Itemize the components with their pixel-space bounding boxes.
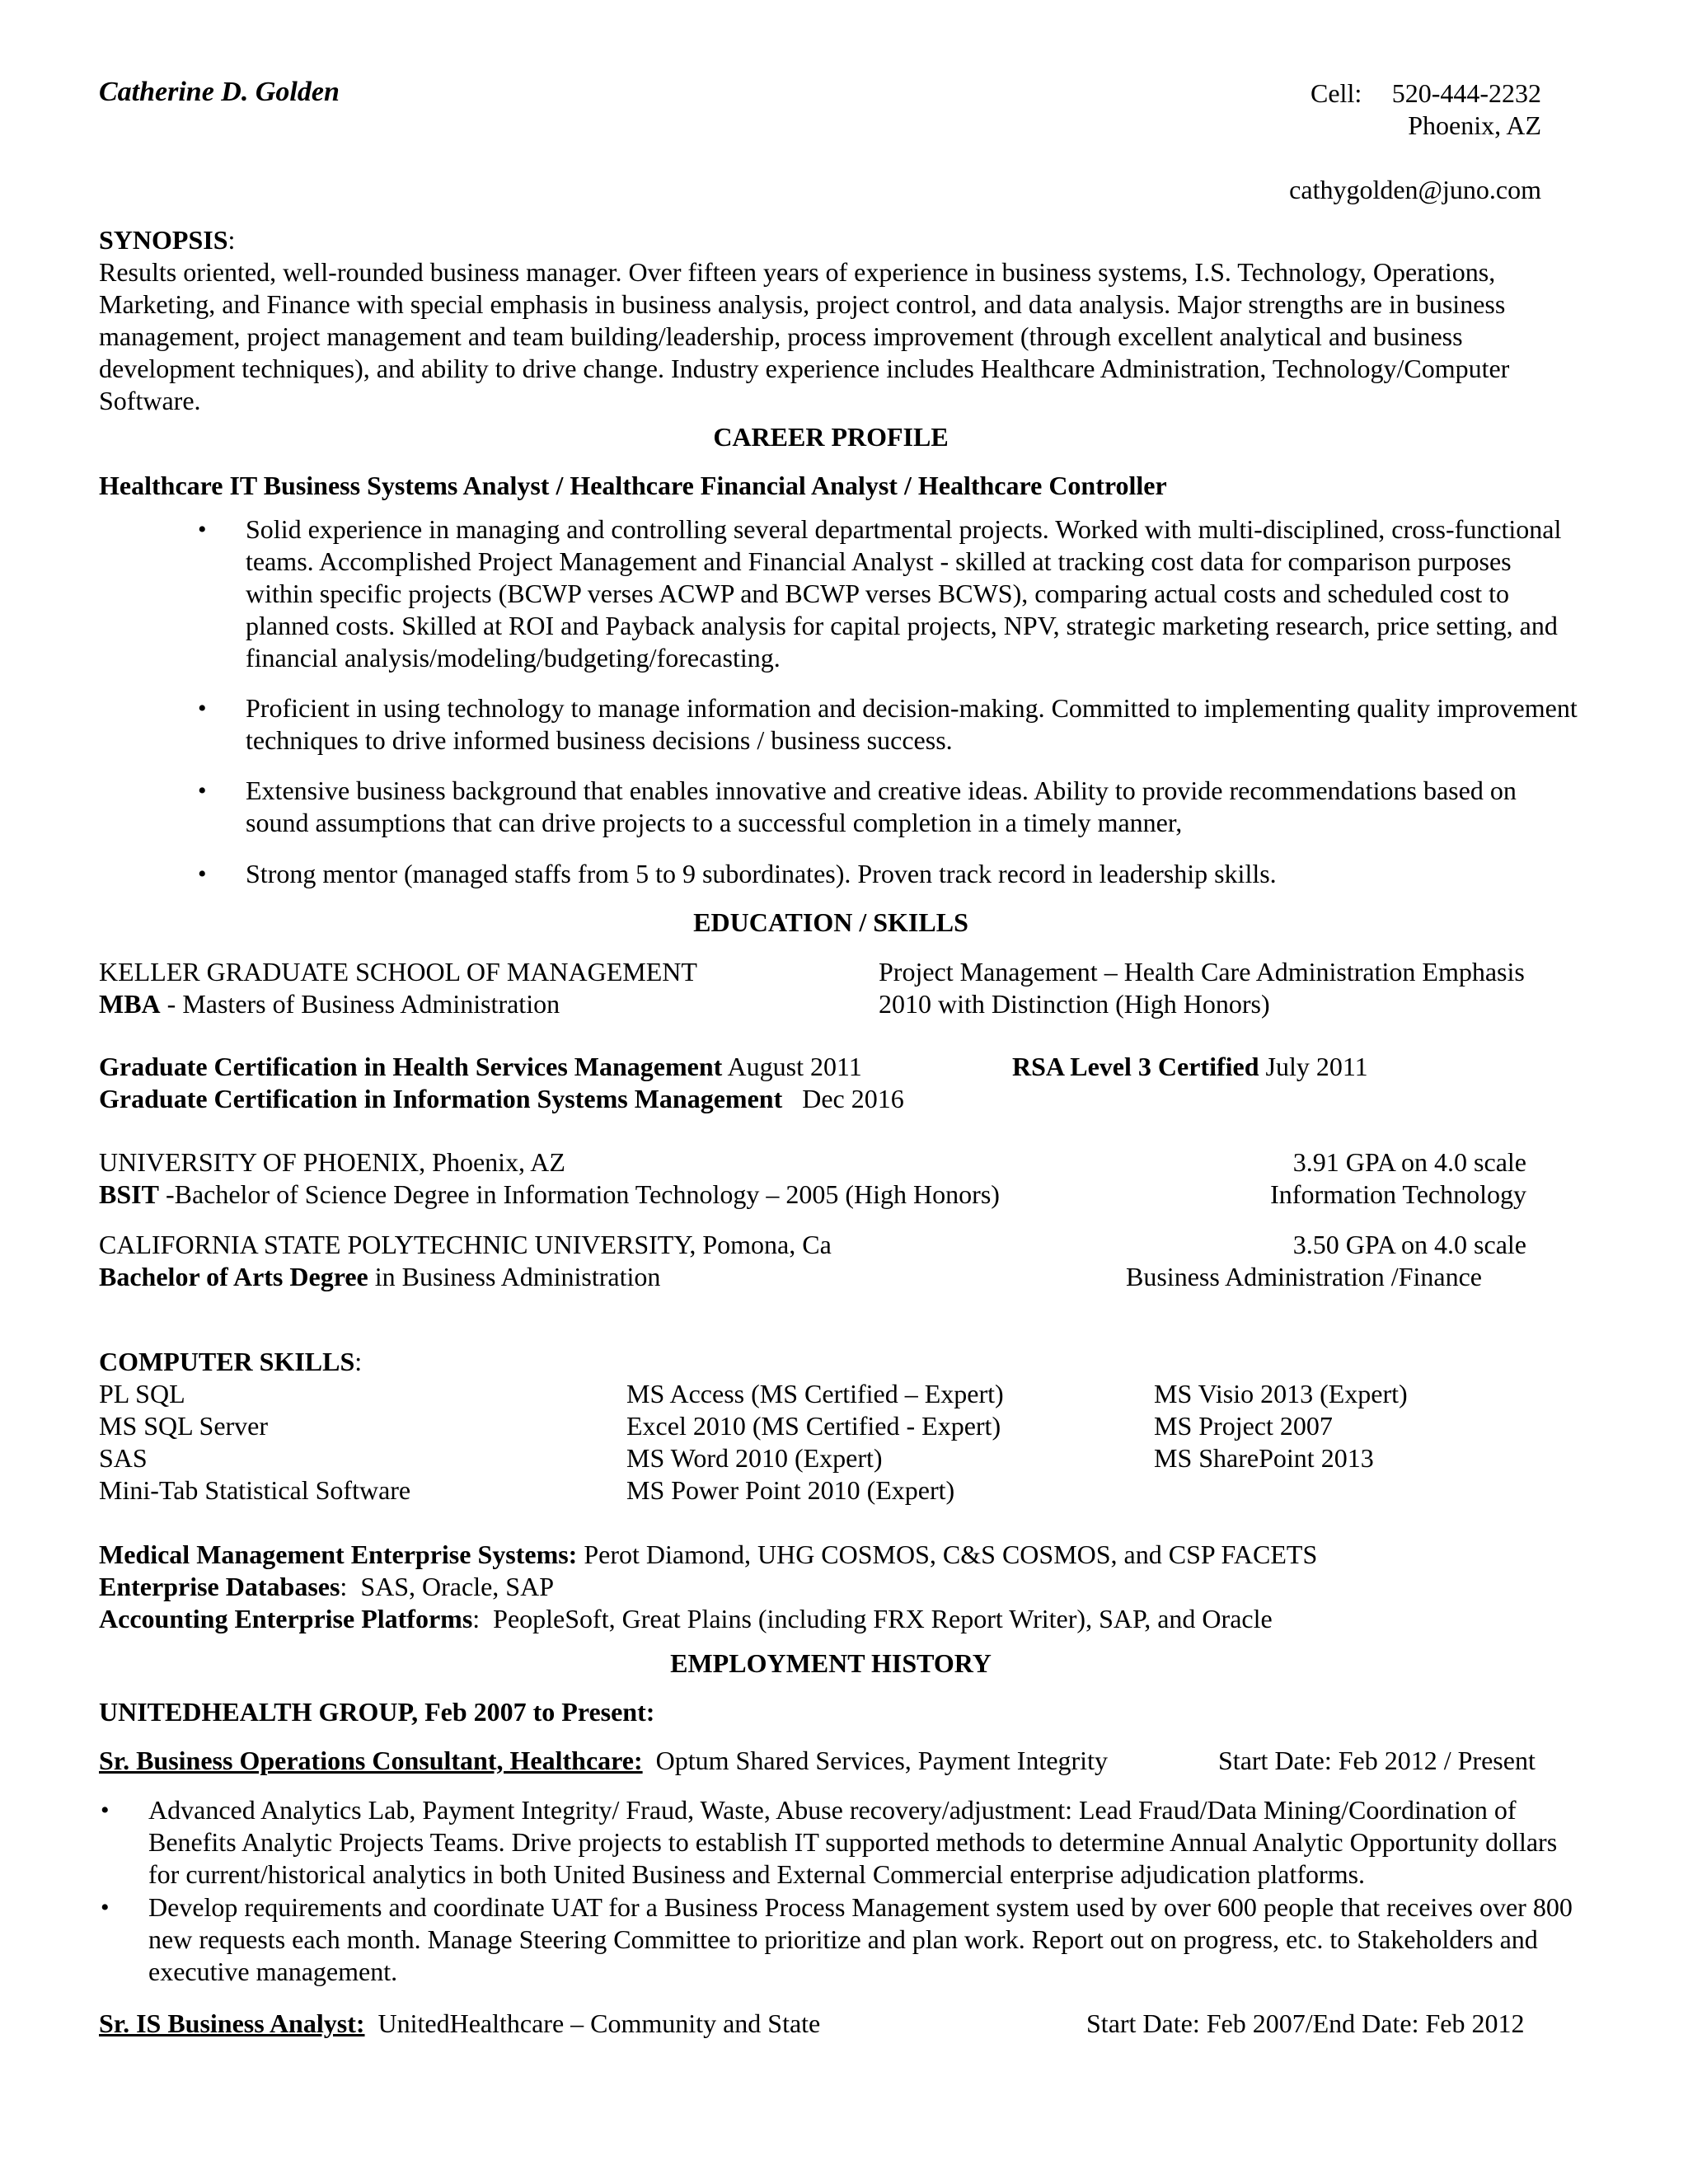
job2-title-line: Sr. IS Business Analyst: UnitedHealthcare – Community and State — [99, 2008, 821, 2038]
calpoly-degree: Bachelor of Arts Degree in Business Administration — [99, 1262, 661, 1291]
bullet-icon: • — [101, 1797, 110, 1824]
accounting-platforms: Accounting Enterprise Platforms: PeopleSoft, Great Plains (including FRX Report Writer), SAP, and Oracle — [99, 1604, 1273, 1633]
email: cathygolden@juno.com — [1289, 175, 1541, 204]
cert-health-services: Graduate Certification in Health Services Management August 2011 — [99, 1052, 862, 1081]
employer: UNITEDHEALTH GROUP, Feb 2007 to Present: — [99, 1697, 655, 1727]
enterprise-databases: Enterprise Databases: SAS, Oracle, SAP — [99, 1572, 554, 1601]
employment-heading: EMPLOYMENT HISTORY — [670, 1648, 992, 1678]
job1-bullet: Advanced Analytics Lab, Payment Integrity/ Fraud, Waste, Abuse recovery/adjustment: Lead Fraud/Data Mining/Coordination of Benefits Analytic Projects Teams. Drive projects to establish IT supported methods to determine Annual Analytic Opportunity dollars for current/historical analytics in both United Business and External Commercial enterprise adjudication platforms. — [148, 1795, 1558, 1889]
calpoly-major: Business Administration /Finance — [1126, 1262, 1482, 1291]
career-profile-heading: CAREER PROFILE — [713, 422, 949, 452]
phoenix-degree: BSIT -Bachelor of Science Degree in Information Technology – 2005 (High Honors) — [99, 1179, 1000, 1209]
skill-col1-item: PL SQL — [99, 1379, 185, 1408]
cert-rsa: RSA Level 3 Certified July 2011 — [1012, 1052, 1368, 1081]
phoenix-school: UNIVERSITY OF PHOENIX, Phoenix, AZ — [99, 1147, 565, 1177]
location: Phoenix, AZ — [1408, 110, 1541, 140]
keller-school: KELLER GRADUATE SCHOOL OF MANAGEMENT — [99, 957, 697, 987]
career-bullet: Solid experience in managing and controlling several departmental projects. Worked with multi-disciplined, cross-functional teams. Accomplished Project Management and Financial Analyst - skilled at tracking cost data for comparison purposes within specific projects (BCWP verses ACWP and BCWP verses BCWS), comparing actual costs and scheduled cost to planned costs. Skilled at ROI and Payback analysis for capital projects, NPV, strategic marketing research, price setting, and financial analysis/modeling/budgeting/forecasting. — [246, 514, 1562, 673]
phoenix-gpa: 3.91 GPA on 4.0 scale — [1292, 1147, 1526, 1177]
skill-col2-item: MS Power Point 2010 (Expert) — [626, 1475, 955, 1505]
career-subtitle: Healthcare IT Business Systems Analyst / Healthcare Financial Analyst / Healthcare Controller — [99, 471, 1167, 500]
bullet-icon: • — [198, 860, 207, 888]
bullet-icon: • — [198, 695, 207, 722]
calpoly-gpa: 3.50 GPA on 4.0 scale — [1292, 1230, 1526, 1259]
job1-dates: Start Date: Feb 2012 / Present — [1218, 1746, 1536, 1775]
skill-col3-item: MS Project 2007 — [1154, 1411, 1333, 1441]
bullet-icon: • — [198, 516, 207, 543]
bullet-icon: • — [198, 777, 207, 804]
education-heading: EDUCATION / SKILLS — [693, 907, 968, 937]
skill-col1-item: MS SQL Server — [99, 1411, 269, 1441]
candidate-name: Catherine D. Golden — [99, 77, 340, 107]
skill-col3-item: MS SharePoint 2013 — [1154, 1443, 1374, 1473]
job1-bullet: Develop requirements and coordinate UAT for a Business Process Management system used by over 600 people that receives over 800 new requests each month. Manage Steering Committee to prioritize and plan work. Report out on progress, etc. to Stakeholders and executive management. — [148, 1892, 1573, 1986]
career-bullet: Strong mentor (managed staffs from 5 to 9 subordinates). Proven track record in leadership skills. — [246, 859, 1277, 888]
cert-info-systems: Graduate Certification in Information Systems Management Dec 2016 — [99, 1084, 904, 1113]
synopsis-text: Results oriented, well-rounded business manager. Over fifteen years of experience in business systems, I.S. Technology, Operations, Marketing, and Finance with special emphasis in business analysis, project control, and data analysis. Major strengths are in business management, project management and team building/leadership, process improvement (through excellent analytical and business development techniques), and ability to drive change. Industry experience includes Healthcare Administration, Technology/Computer Software. — [99, 257, 1510, 415]
keller-focus: Project Management – Health Care Administration Emphasis — [879, 957, 1525, 987]
skill-col2-item: MS Access (MS Certified – Expert) — [626, 1379, 1004, 1408]
skill-col2-item: Excel 2010 (MS Certified - Expert) — [626, 1411, 1001, 1441]
phoenix-major: Information Technology — [1270, 1179, 1526, 1209]
keller-year: 2010 with Distinction (High Honors) — [879, 989, 1270, 1019]
skill-col2-item: MS Word 2010 (Expert) — [626, 1443, 883, 1473]
cell-label: Cell: — [1311, 78, 1362, 108]
skill-col1-item: Mini-Tab Statistical Software — [99, 1475, 411, 1505]
keller-degree: MBA - Masters of Business Administration — [99, 989, 560, 1019]
skill-col3-item: MS Visio 2013 (Expert) — [1154, 1379, 1408, 1408]
calpoly-school: CALIFORNIA STATE POLYTECHNIC UNIVERSITY, Pomona, Ca — [99, 1230, 832, 1259]
skill-col1-item: SAS — [99, 1443, 148, 1473]
career-bullet: Extensive business background that enables innovative and creative ideas. Ability to provide recommendations based on sound assumptions that can drive projects to a successful completion in a timely manner, — [246, 776, 1517, 837]
career-bullet: Proficient in using technology to manage information and decision-making. Committed to implementing quality improvement techniques to drive informed business decisions / business success. — [246, 693, 1578, 755]
synopsis-heading: SYNOPSIS: — [99, 225, 236, 255]
job1-title-line: Sr. Business Operations Consultant, Healthcare: Optum Shared Services, Payment Integrity — [99, 1746, 1108, 1775]
medical-systems: Medical Management Enterprise Systems: Perot Diamond, UHG COSMOS, C&S COSMOS, and CSP FACETS — [99, 1540, 1318, 1569]
cell-number: 520-444-2232 — [1391, 78, 1541, 108]
computer-skills-heading: COMPUTER SKILLS: — [99, 1347, 363, 1376]
bullet-icon: • — [101, 1894, 110, 1921]
job2-dates: Start Date: Feb 2007/End Date: Feb 2012 — [1086, 2008, 1525, 2038]
